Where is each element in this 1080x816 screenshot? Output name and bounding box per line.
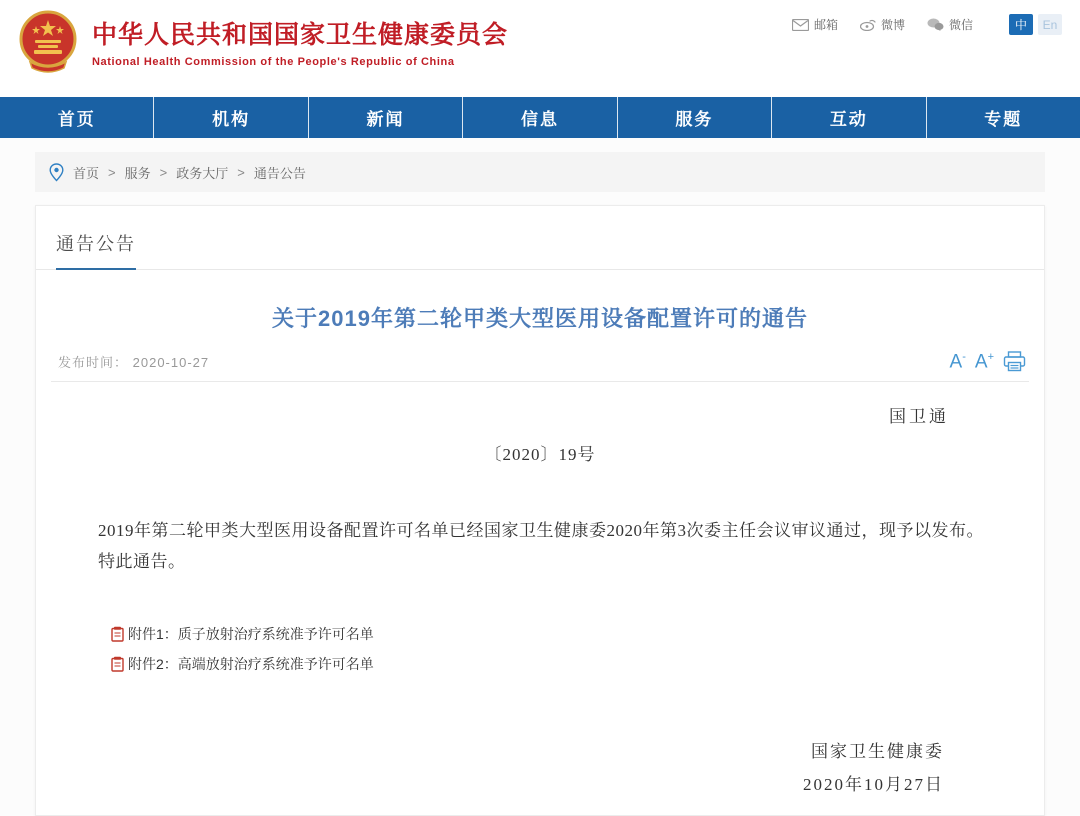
- site-title-cn: 中华人民共和国国家卫生健康委员会: [92, 21, 509, 49]
- brand: [18, 10, 508, 76]
- article-meta-row: [36, 351, 1044, 372]
- wechat-icon: [927, 18, 944, 31]
- signature-org: 国家卫生健康委: [811, 742, 944, 761]
- site-title-en: National Health Commission of the People's Republic of China: [92, 56, 455, 68]
- breadcrumb-separator: >: [108, 164, 116, 180]
- article-title: 关于2019年第二轮甲类大型医用设备配置许可的通告: [272, 306, 808, 331]
- breadcrumb-separator: >: [237, 164, 245, 180]
- document-closing: 特此通告。: [98, 552, 186, 571]
- document-paragraph: 2019年第二轮甲类大型医用设备配置许可名单已经国家卫生健康委2020年第3次委主任会议审议通过，现予以发布。: [98, 521, 984, 540]
- weibo-icon: [860, 18, 876, 31]
- publish-time: [58, 352, 209, 371]
- language-switch: [1009, 14, 1062, 35]
- document-signature: [36, 735, 1044, 801]
- print-button[interactable]: [1003, 351, 1026, 372]
- nav-item-interaction[interactable]: 互动: [772, 97, 926, 138]
- site-header: [0, 0, 1080, 97]
- mail-label: 邮箱: [813, 18, 838, 32]
- breadcrumb-home[interactable]: 首页: [73, 165, 100, 181]
- nav-item-services[interactable]: 服务: [618, 97, 772, 138]
- breadcrumb: [35, 152, 1045, 192]
- tab-notices[interactable]: 通告公告: [56, 230, 136, 270]
- attachment-label: 附件1：质子放射治疗系统准予许可名单: [128, 626, 374, 642]
- nav-item-home[interactable]: 首页: [0, 97, 154, 138]
- document-body: [36, 402, 1044, 801]
- section-tab-row: [36, 206, 1044, 270]
- breadcrumb-services[interactable]: 服务: [124, 165, 151, 181]
- nav-item-topics[interactable]: 专题: [984, 110, 1023, 129]
- publish-date: 2020-10-27: [132, 355, 210, 370]
- national-emblem-logo: [18, 10, 78, 76]
- mail-icon: [792, 19, 809, 31]
- header-tools: [792, 14, 1062, 35]
- brand-text: [92, 18, 508, 68]
- attachment-link-1[interactable]: [110, 619, 1044, 649]
- breadcrumb-separator: >: [159, 164, 168, 180]
- printer-icon: [1003, 351, 1026, 372]
- font-decrease-button[interactable]: A-: [949, 350, 966, 373]
- lang-cn-button[interactable]: 中: [1009, 14, 1033, 35]
- wechat-link[interactable]: [927, 16, 973, 33]
- breadcrumb-affairs-hall[interactable]: 政务大厅: [176, 165, 229, 181]
- lang-en-button[interactable]: En: [1038, 14, 1062, 35]
- meta-separator: [51, 381, 1029, 382]
- content-panel: [35, 205, 1045, 816]
- document-number: 〔2020〕19号: [484, 445, 596, 464]
- article-actions: [950, 351, 1026, 372]
- main-nav: [0, 97, 1080, 138]
- attachment-link-2[interactable]: [110, 649, 1044, 679]
- font-increase-button[interactable]: A+: [974, 350, 994, 373]
- mail-link[interactable]: [792, 16, 838, 33]
- nav-item-organization[interactable]: 机构: [154, 97, 308, 138]
- weibo-link[interactable]: [860, 16, 905, 33]
- breadcrumb-notices[interactable]: 通告公告: [253, 165, 306, 181]
- weibo-label: 微博: [880, 18, 905, 32]
- publish-label: 发布时间：: [58, 355, 129, 370]
- nav-item-information[interactable]: 信息: [463, 97, 617, 138]
- nav-item-news[interactable]: 新闻: [309, 97, 463, 138]
- location-pin-icon: [49, 163, 64, 182]
- attachment-file-icon: [110, 656, 125, 672]
- wechat-label: 微信: [948, 18, 973, 32]
- document-org: 国卫通: [889, 407, 949, 426]
- signature-date: 2020年10月27日: [803, 775, 944, 794]
- attachment-file-icon: [110, 626, 125, 642]
- attachments: [110, 619, 1044, 679]
- attachment-label: 附件2：高端放射治疗系统准予许可名单: [128, 656, 374, 672]
